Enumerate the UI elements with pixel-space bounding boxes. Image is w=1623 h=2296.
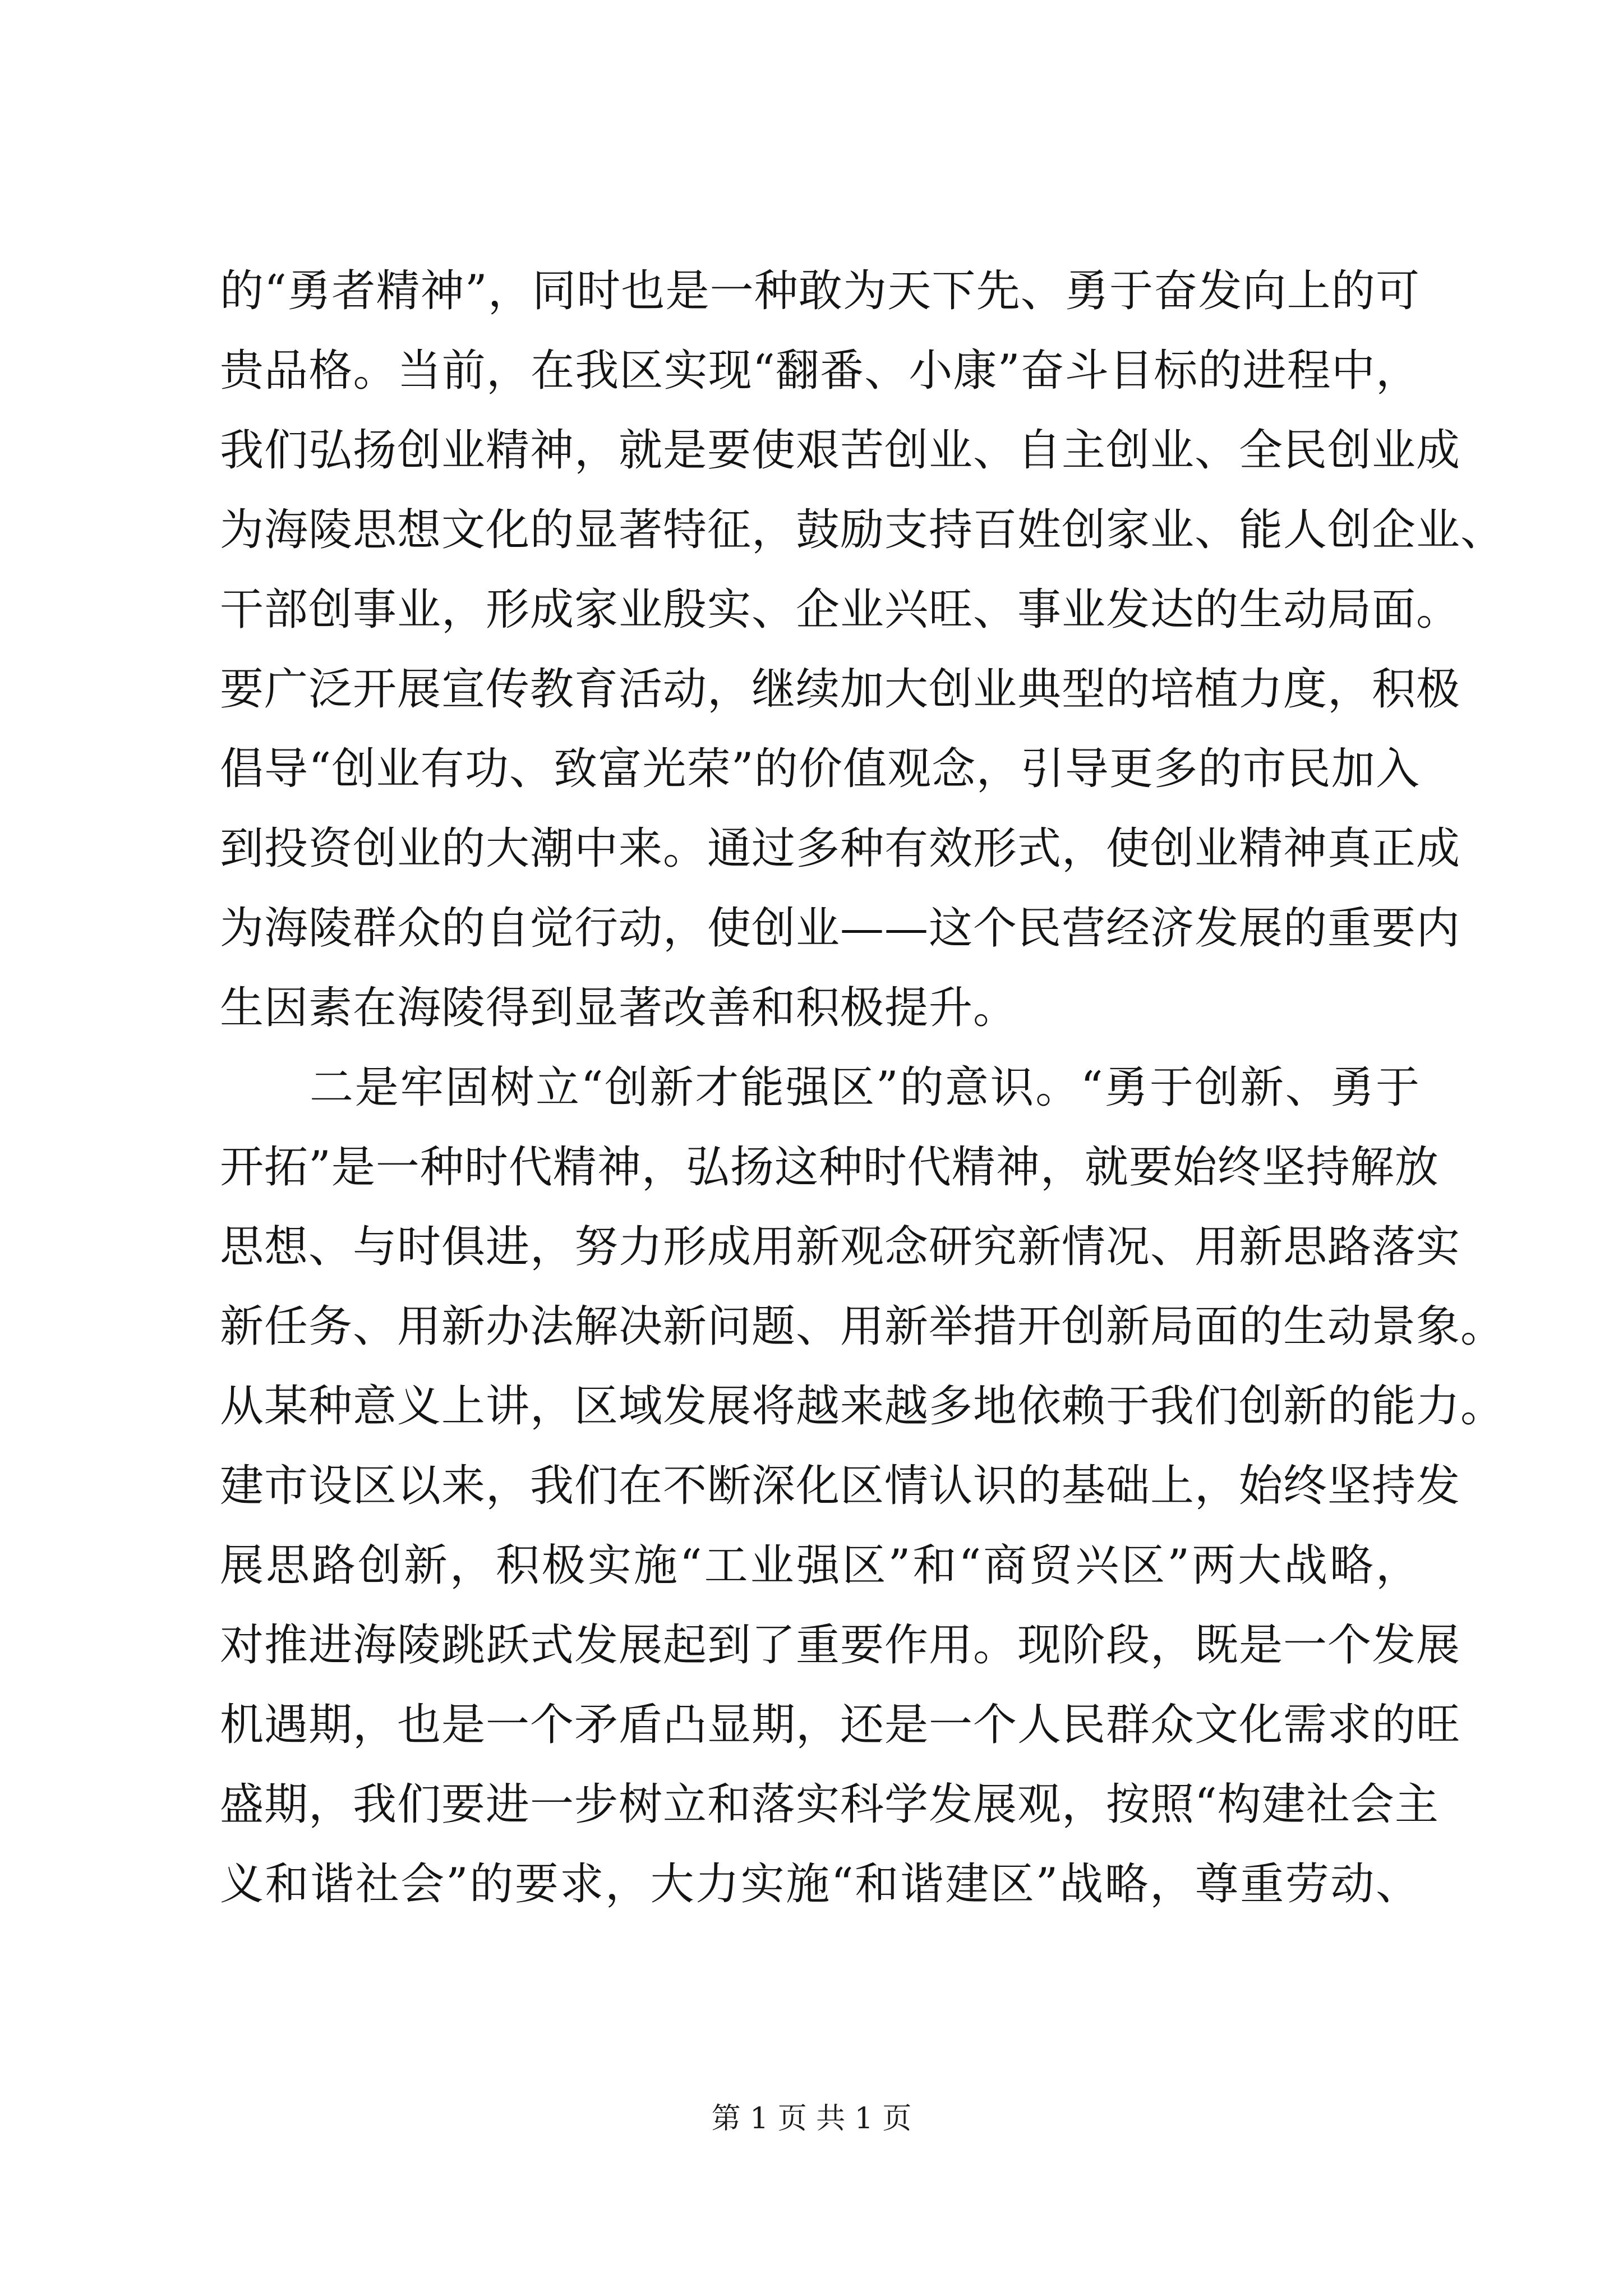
page-footer (0, 2099, 1623, 2138)
paragraph-2-line-2: 开拓”是一种时代精神，弘扬这种时代精神，就要始终坚持解放 (220, 1142, 1439, 1193)
paragraph-1-line-2: 贵品格。当前，在我区实现“翻番、小康”奋斗目标的进程中， (220, 346, 1420, 396)
paragraph-2-line-9: 机遇期，也是一个矛盾凸显期，还是一个人民群众文化需求的旺 (220, 1700, 1461, 1750)
paragraph-1-line-6: 要广泛开展宣传教育活动，继续加大创业典型的培植力度，积极 (220, 664, 1461, 715)
paragraph-2-line-11: 义和谐社会”的要求，大力实施“和谐建区”战略，尊重劳动、 (220, 1859, 1420, 1910)
paragraph-1-line-7: 倡导“创业有功、致富光荣”的价值观念，引导更多的市民加入 (220, 744, 1420, 794)
paragraph-2-line-7: 展思路创新，积极实施“工业强区”和“商贸兴区”两大战略， (220, 1540, 1420, 1591)
paragraph-1-line-5: 干部创事业，形成家业殷实、企业兴旺、事业发达的生动局面。 (220, 585, 1461, 635)
paragraph-2-line-5: 从某种意义上讲，区域发展将越来越多地依赖于我们创新的能力。 (220, 1381, 1505, 1432)
paragraph-2-line-1: 二是牢固树立“创新才能强区”的意识。“勇于创新、勇于 (310, 1062, 1420, 1113)
paragraph-1-line-8: 到投资创业的大潮中来。通过多种有效形式，使创业精神真正成 (220, 823, 1461, 874)
paragraph-1-line-1: 的“勇者精神”，同时也是一种敢为天下先、勇于奋发向上的可 (220, 266, 1420, 316)
paragraph-1-line-9: 为海陵群众的自觉行动，使创业——这个民营经济发展的重要内 (220, 903, 1461, 954)
paragraph-2-line-10: 盛期，我们要进一步树立和落实科学发展观，按照“构建社会主 (220, 1779, 1439, 1830)
paragraph-2-line-3: 思想、与时俱进，努力形成用新观念研究新情况、用新思路落实 (220, 1222, 1461, 1272)
paragraph-2-line-6: 建市设区以来，我们在不断深化区情认识的基础上，始终坚持发 (220, 1461, 1461, 1511)
paragraph-2-line-4: 新任务、用新办法解决新问题、用新举措开创新局面的生动景象。 (220, 1301, 1505, 1352)
document-body (220, 251, 1505, 1924)
paragraph-1-line-4: 为海陵思想文化的显著特征，鼓励支持百姓创家业、能人创企业、 (220, 505, 1505, 555)
paragraph-1-line-10: 生因素在海陵得到显著改善和积极提升。 (220, 983, 1018, 1033)
page-number-label: 第 1 页 共 1 页 (711, 2102, 912, 2136)
paragraph-2-line-8: 对推进海陵跳跃式发展起到了重要作用。现阶段，既是一个发展 (220, 1620, 1461, 1671)
paragraph-1-line-3: 我们弘扬创业精神，就是要使艰苦创业、自主创业、全民创业成 (220, 425, 1461, 476)
